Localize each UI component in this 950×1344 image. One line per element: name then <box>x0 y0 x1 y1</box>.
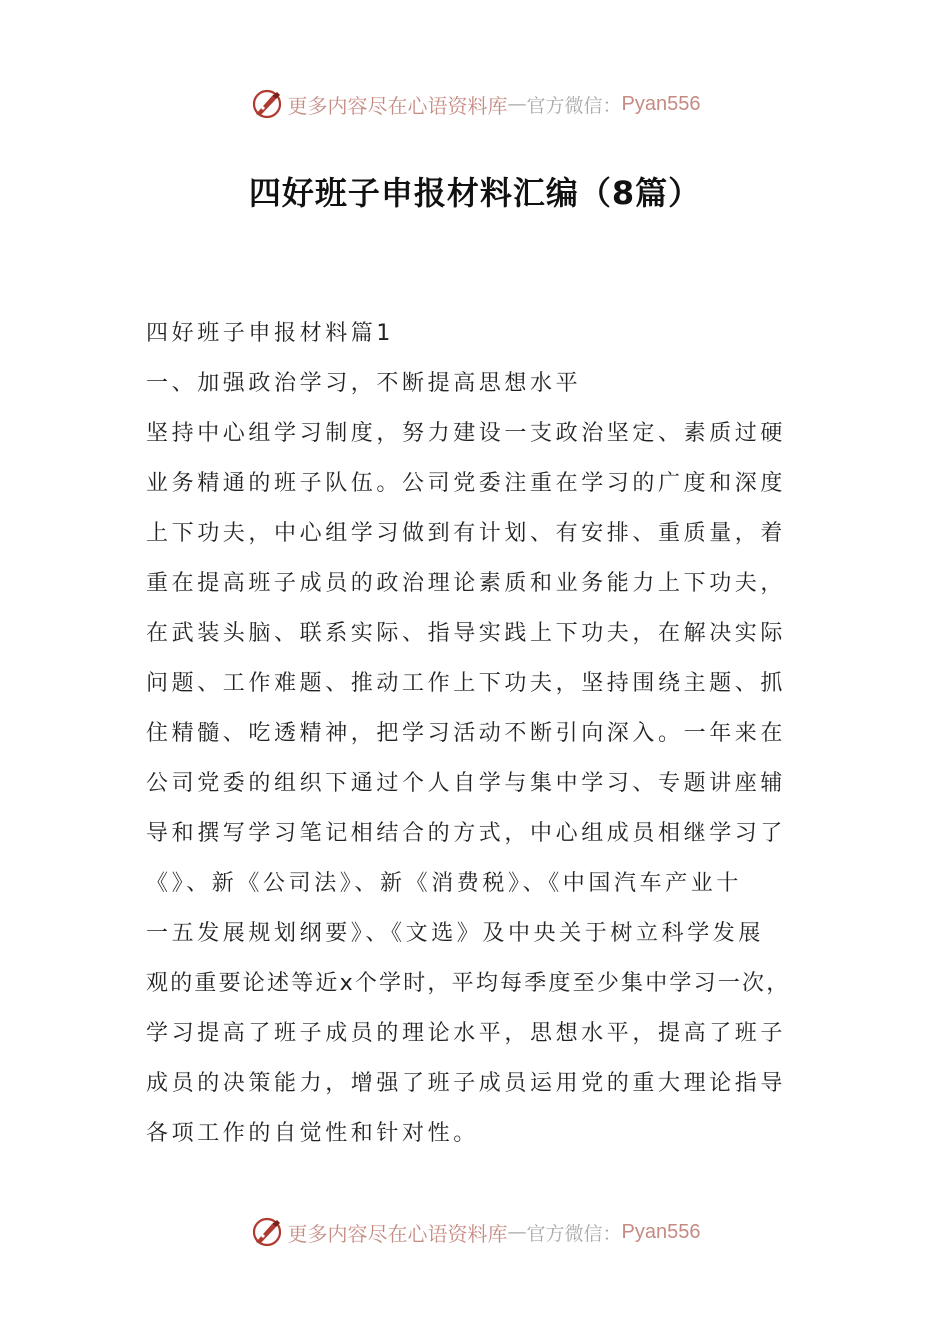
banner-dash: — <box>507 1221 527 1243</box>
paragraph-line: 业务精通的班子队伍。公司党委注重在学习的广度和深度 <box>146 471 787 496</box>
banner-wechat-id: Pyan556 <box>621 1220 701 1243</box>
paragraph-line: 导和撰写学习笔记相结合的方式，中心组成员相继学习了 <box>146 821 787 846</box>
section-heading: 四好班子申报材料篇1 <box>146 321 394 346</box>
paragraph-line: 问题、工作难题、推动工作上下功夫，坚持围绕主题、抓 <box>146 671 787 696</box>
paragraph-line: 重在提高班子成员的政治理论素质和业务能力上下功夫， <box>146 571 787 596</box>
banner-sub-text: 官方微信： <box>526 1222 622 1245</box>
banner-main-text: 更多内容尽在心语资料库 <box>287 1221 508 1246</box>
document-body <box>146 309 816 1159</box>
paragraph-line: 各项工作的自觉性和针对性。 <box>146 1121 479 1146</box>
footer-banner <box>0 1212 950 1252</box>
paragraph-line: 观的重要论述等近x个学时，平均每季度至少集中学习一次， <box>146 971 791 996</box>
banner-sub-text: 官方微信： <box>526 94 622 117</box>
paragraph-line: 《》、新《公司法》、新《消费税》、《中国汽车产业十 <box>146 871 743 896</box>
header-banner <box>0 84 950 124</box>
paragraph-line: 学习提高了班子成员的理论水平，思想水平，提高了班子 <box>146 1021 787 1046</box>
paragraph-line: 在武装头脑、联系实际、指导实践上下功夫，在解决实际 <box>146 621 787 646</box>
paragraph-line: 一五发展规划纲要》、《文选》及中央关于树立科学发展 <box>146 921 765 946</box>
paragraph-line: 坚持中心组学习制度，努力建设一支政治坚定、素质过硬 <box>146 421 787 446</box>
paragraph-line: 成员的决策能力，增强了班子成员运用党的重大理论指导 <box>146 1071 787 1096</box>
paragraph-line: 公司党委的组织下通过个人自学与集中学习、专题讲座辅 <box>146 771 787 796</box>
banner-wechat-id: Pyan556 <box>621 92 701 115</box>
pen-nib-logo-icon <box>250 87 284 121</box>
banner-dash: — <box>507 93 527 115</box>
subsection-heading: 一、加强政治学习，不断提高思想水平 <box>146 371 582 396</box>
banner-main-text: 更多内容尽在心语资料库 <box>287 93 508 118</box>
pen-nib-logo-icon <box>250 1215 284 1249</box>
document-title: 四好班子申报材料汇编（8篇） <box>248 174 702 212</box>
paragraph-line: 上下功夫，中心组学习做到有计划、有安排、重质量，着 <box>146 521 787 546</box>
paragraph-line: 住精髓、吃透精神，把学习活动不断引向深入。一年来在 <box>146 721 787 746</box>
